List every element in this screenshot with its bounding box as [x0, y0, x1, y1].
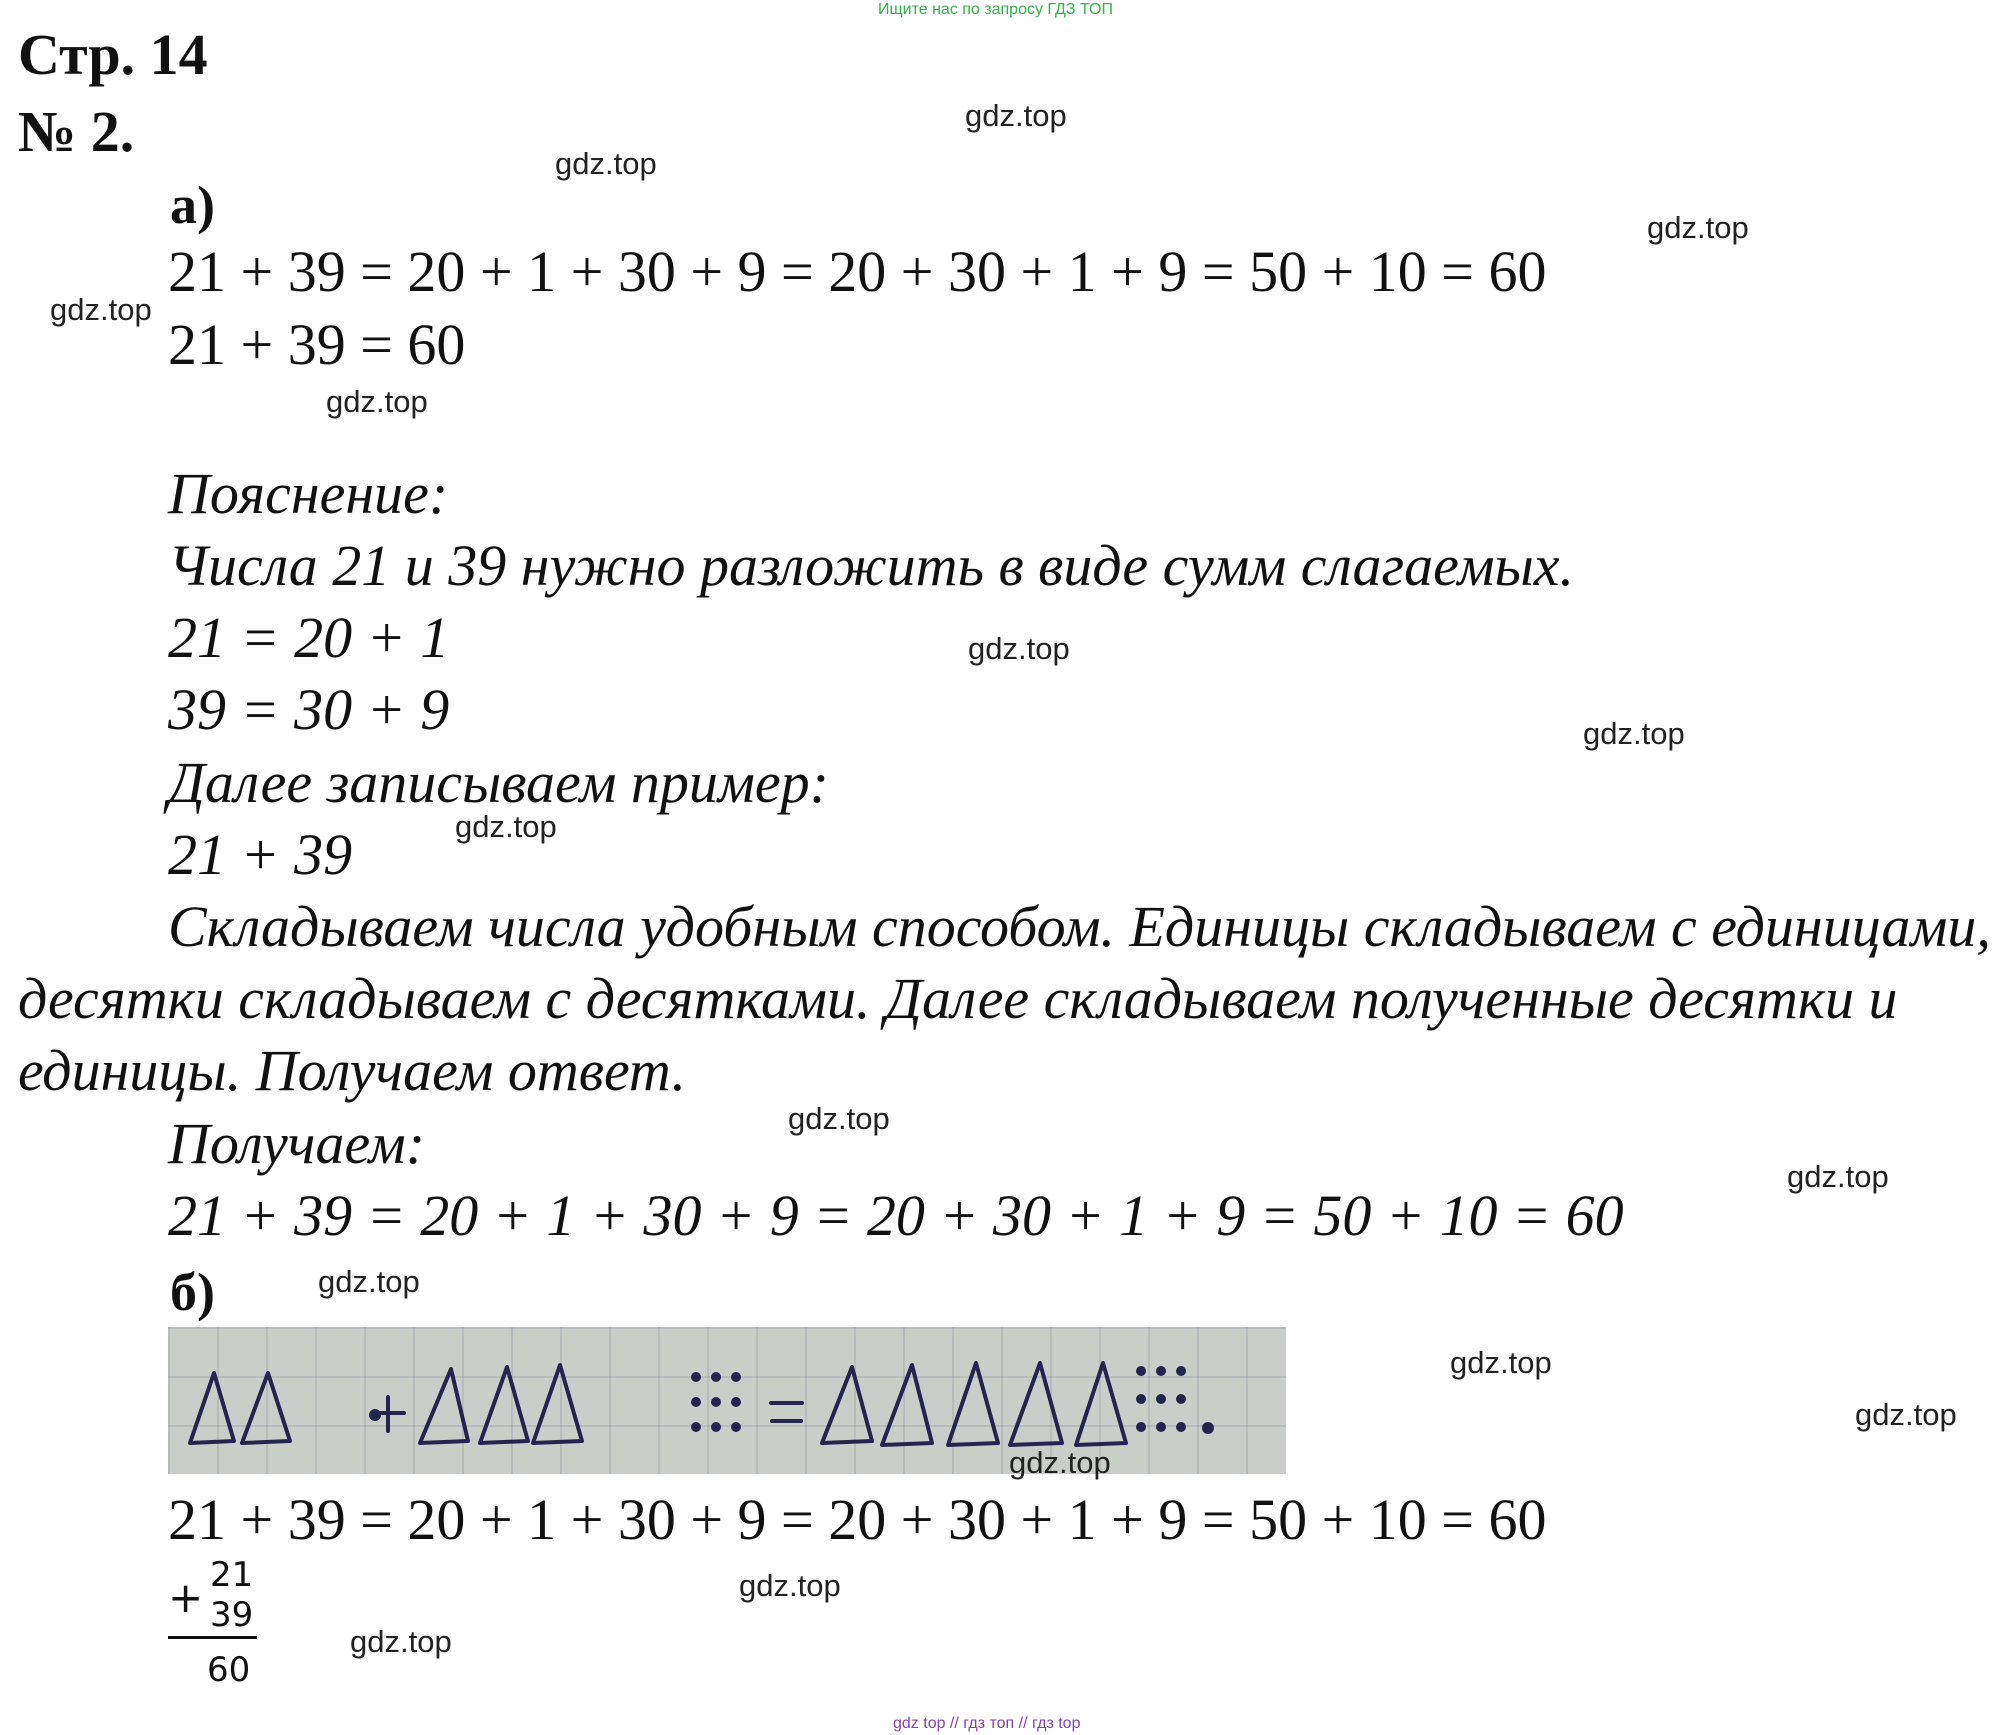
triangle-6: [822, 1367, 872, 1443]
triangle-8: [948, 1363, 998, 1445]
watermark: gdz.top: [326, 384, 428, 419]
watermark: gdz.top: [1647, 210, 1749, 245]
explanation-heading: Пояснение:: [168, 461, 449, 526]
watermark: gdz.top: [788, 1101, 890, 1136]
triangle-7: [882, 1365, 932, 1445]
explanation-line-3: 39 = 30 + 9: [168, 677, 450, 742]
column-sum-line: [168, 1636, 257, 1639]
watermark: gdz.top: [1009, 1445, 1111, 1480]
watermark: gdz.top: [555, 146, 657, 181]
handwritten-triangles-photo: [168, 1327, 1286, 1474]
watermark: gdz.top: [455, 809, 557, 844]
triangle-1: [190, 1373, 234, 1443]
part-b-equation: 21 + 39 = 20 + 1 + 30 + 9 = 20 + 30 + 1 + 9 = 50 + 10 = 60: [168, 1487, 1547, 1552]
equals-sign: [771, 1403, 802, 1421]
site-search-note: Ищите нас по запросу ГДЗ ТОП: [878, 1, 1113, 18]
page-label: Стр. 14: [18, 22, 208, 87]
triangle-10: [1076, 1363, 1126, 1445]
watermark: gdz.top: [318, 1264, 420, 1299]
dot-final: [1202, 1422, 1214, 1434]
explanation-line-2: 21 = 20 + 1: [168, 605, 450, 670]
watermark: gdz.top: [1450, 1345, 1552, 1380]
result-heading: Получаем:: [168, 1111, 426, 1176]
watermark: gdz.top: [1855, 1397, 1957, 1432]
part-b-label: б): [170, 1262, 215, 1322]
part-a-equation-short: 21 + 39 = 60: [168, 312, 466, 377]
dot-single: [369, 1409, 381, 1421]
watermark: gdz.top: [1583, 716, 1685, 751]
triangle-4: [480, 1367, 528, 1443]
explanation-paragraph-line-1: Складываем числа удобным способом. Единицы складываем с единицами,: [168, 894, 1991, 959]
result-equation: 21 + 39 = 20 + 1 + 30 + 9 = 20 + 30 + 1 + 9 = 50 + 10 = 60: [168, 1183, 1624, 1248]
watermark: gdz.top: [1787, 1159, 1889, 1194]
explanation-line-5: 21 + 39: [168, 822, 353, 887]
footer-watermark: gdz top // гдз топ // гдз top: [893, 1715, 1081, 1732]
watermark: gdz.top: [968, 631, 1070, 666]
watermark: gdz.top: [739, 1568, 841, 1603]
explanation-paragraph-line-2: десятки складываем с десятками. Далее складываем полученные десятки и: [18, 966, 1898, 1031]
column-result-number: 60: [207, 1650, 251, 1690]
explanation-line-1: Числа 21 и 39 нужно разложить в виде сумм слагаемых.: [168, 533, 1574, 598]
part-a-equation-full: 21 + 39 = 20 + 1 + 30 + 9 = 20 + 30 + 1 + 9 = 50 + 10 = 60: [168, 239, 1547, 304]
column-plus-sign: +: [168, 1573, 204, 1622]
triangle-9: [1010, 1363, 1062, 1445]
triangle-5: [533, 1365, 582, 1443]
triangle-2: [242, 1373, 290, 1443]
task-number: № 2.: [18, 99, 135, 164]
watermark: gdz.top: [50, 292, 152, 327]
column-top-number: 21: [210, 1555, 254, 1595]
part-a-label: а): [170, 175, 215, 235]
watermark: gdz.top: [350, 1624, 452, 1659]
column-bottom-number: 39: [210, 1595, 254, 1635]
explanation-paragraph-line-3: единицы. Получаем ответ.: [18, 1038, 687, 1103]
explanation-line-4: Далее записываем пример:: [168, 750, 829, 815]
watermark: gdz.top: [965, 98, 1067, 133]
triangle-3: [420, 1369, 468, 1443]
handwritten-drawing: [168, 1327, 1286, 1474]
